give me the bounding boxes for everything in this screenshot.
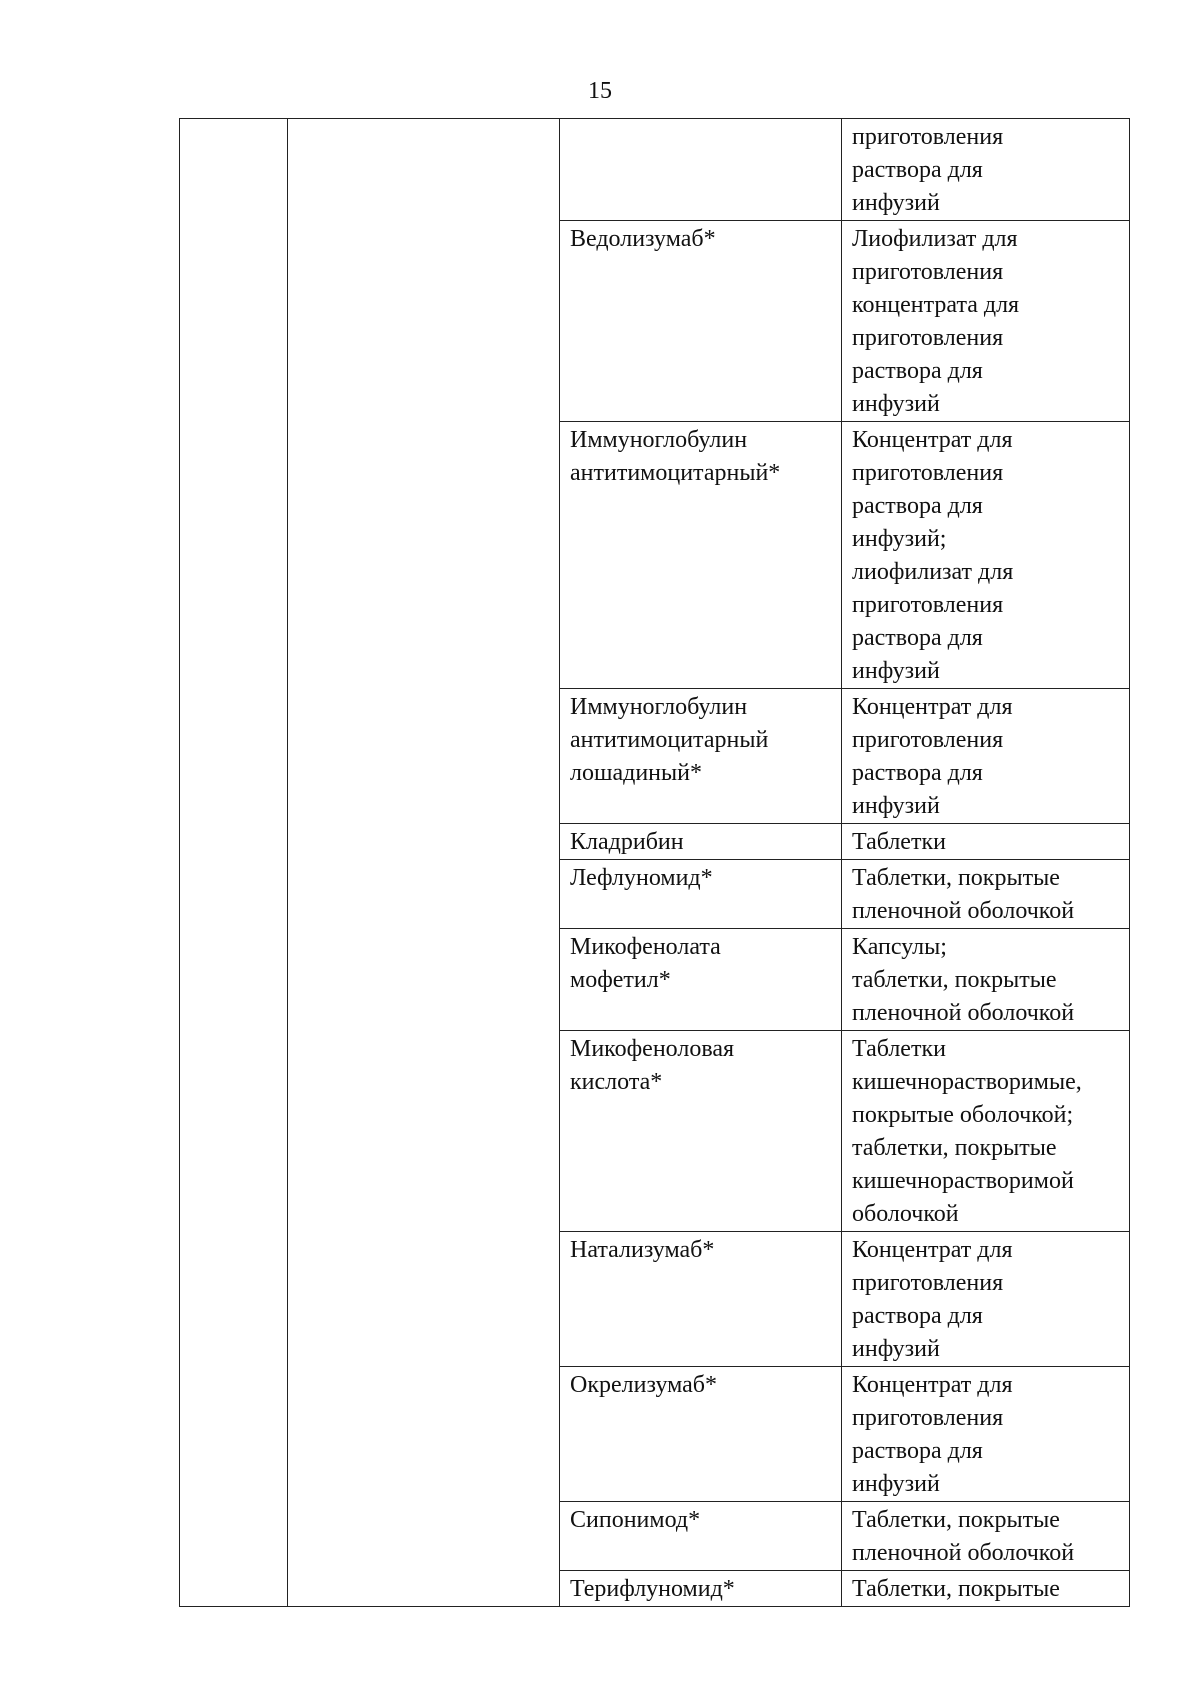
drug-name-cell: Натализумаб* [560,1232,842,1367]
dosage-form-cell: Лиофилизат для приготовления концентрата для приготовления раствора для инфузий [842,221,1130,422]
drug-table [179,118,1130,1607]
dosage-form-cell: Таблетки, покрытые [842,1571,1130,1607]
drug-table-body [180,119,1130,1607]
drug-name-cell: Кладрибин [560,824,842,860]
dosage-form-cell: Концентрат для приготовления раствора для инфузий; лиофилизат для приготовления раствора для инфузий [842,422,1130,689]
drug-name-cell: Микофенолата мофетил* [560,929,842,1031]
dosage-form-cell: Концентрат для приготовления раствора для инфузий [842,1232,1130,1367]
drug-name-cell: Иммуноглобулин антитимоцитарный* [560,422,842,689]
dosage-form-cell: Таблетки кишечнорастворимые, покрытые оболочкой; таблетки, покрытые кишечнорастворимой оболочкой [842,1031,1130,1232]
drug-name-cell: Микофеноловая кислота* [560,1031,842,1232]
section-number-cell [180,119,288,1607]
dosage-form-cell: Таблетки, покрытые пленочной оболочкой [842,1502,1130,1571]
group-name-cell [288,119,560,1607]
drug-name-cell: Окрелизумаб* [560,1367,842,1502]
drug-name-cell [560,119,842,221]
dosage-form-cell: Капсулы; таблетки, покрытые пленочной оболочкой [842,929,1130,1031]
dosage-form-cell: приготовления раствора для инфузий [842,119,1130,221]
drug-name-cell: Сипонимод* [560,1502,842,1571]
table-row [180,119,1130,221]
dosage-form-cell: Таблетки, покрытые пленочной оболочкой [842,860,1130,929]
dosage-form-cell: Таблетки [842,824,1130,860]
drug-name-cell: Лефлуномид* [560,860,842,929]
drug-name-cell: Ведолизумаб* [560,221,842,422]
dosage-form-cell: Концентрат для приготовления раствора для инфузий [842,1367,1130,1502]
dosage-form-cell: Концентрат для приготовления раствора для инфузий [842,689,1130,824]
drug-name-cell: Иммуноглобулин антитимоцитарный лошадиный* [560,689,842,824]
page-number: 15 [588,78,612,104]
drug-name-cell: Терифлуномид* [560,1571,842,1607]
